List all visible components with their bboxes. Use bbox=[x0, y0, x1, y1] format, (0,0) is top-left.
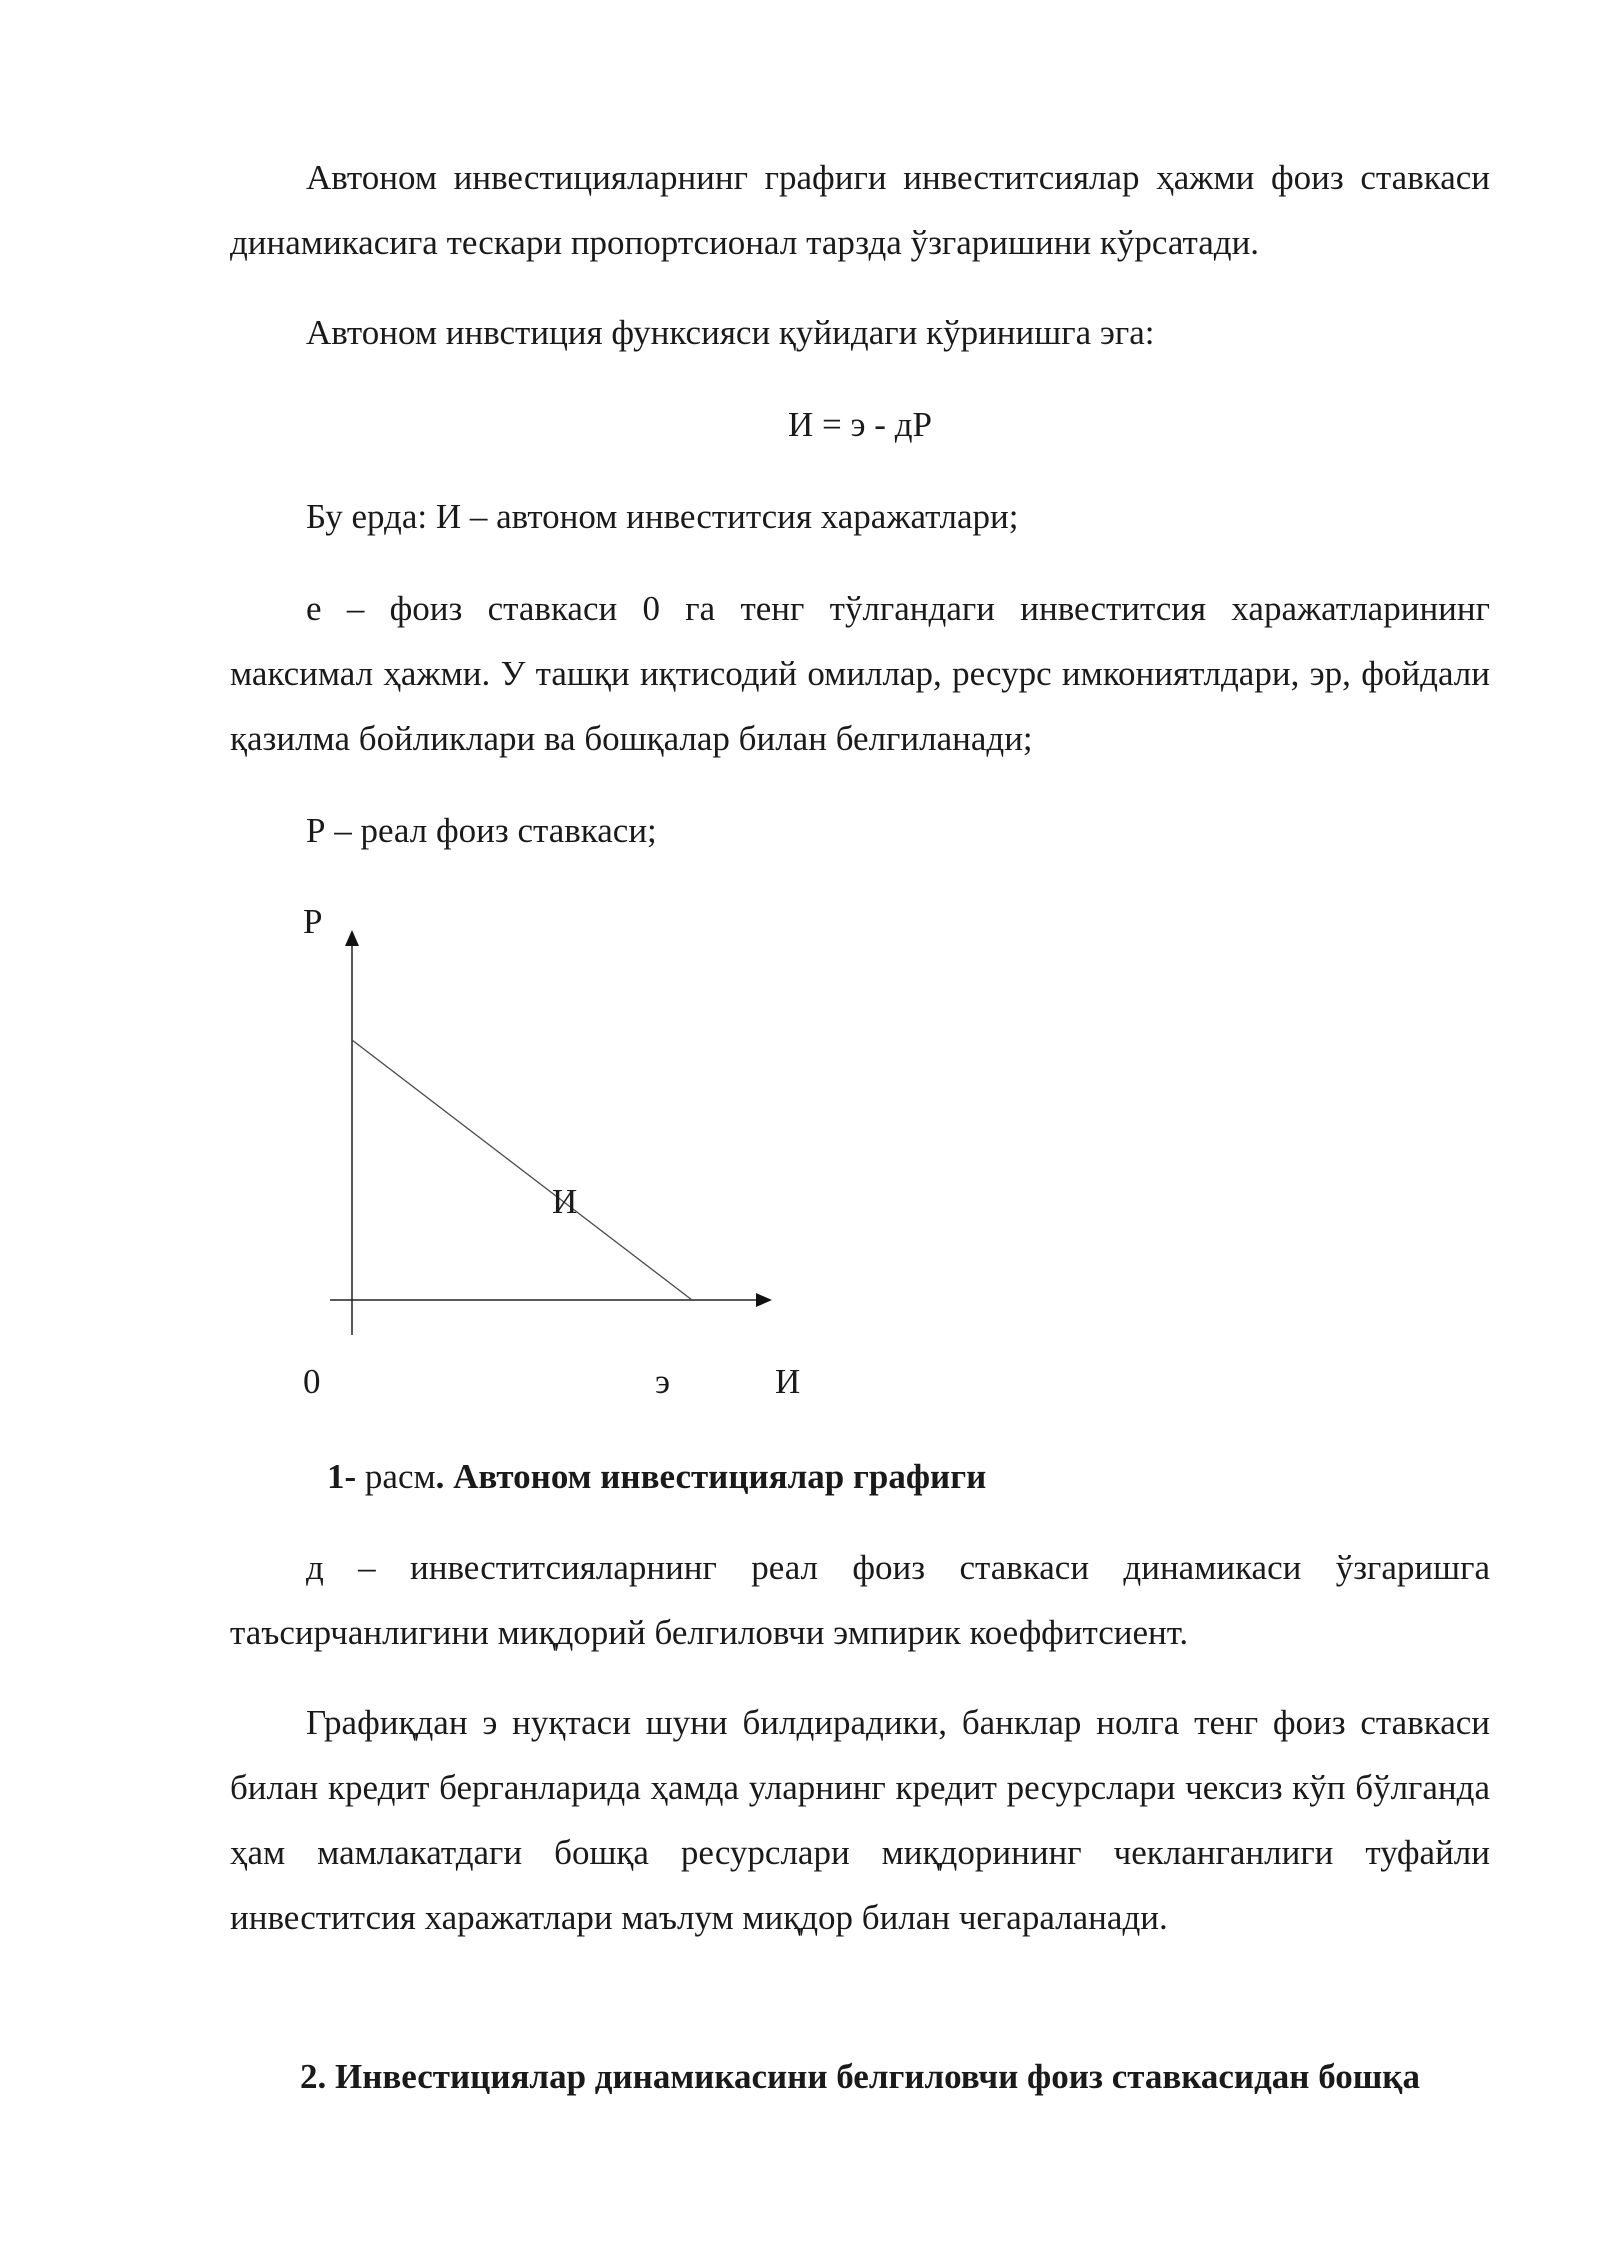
curve-label: И bbox=[552, 1182, 578, 1221]
paragraph-function-intro: Автоном инвстиция функсияси қуйидаги кўринишга эга: bbox=[306, 313, 1155, 352]
paragraph-graph-explanation: Графиқдан э нуқтаси шуни билдирадики, банклар нолга тенг фоиз ставкаси билан кредит берганларида ҳамда уларнинг кредит ресурслари чексиз кўп бўлганда ҳам мамлакатдаги бошқа ресурслари миқдорининг чекланганлиги туфайли инвеститсия харажатлари маълум миқдор билан чегараланади. bbox=[230, 1703, 1490, 1937]
paragraph-definition-d: д – инвеститсияларнинг реал фоиз ставкаси динамикаси ўзгаришга таъсирчанлигини миқдорий белгиловчи эмпирик коеффитсиент. bbox=[230, 1548, 1490, 1652]
y-axis-arrow bbox=[345, 930, 359, 946]
paragraph-definition-i: Бу ерда: И – автоном инвеститсия харажатлари; bbox=[306, 497, 1019, 536]
x-axis-label: И bbox=[775, 1362, 801, 1401]
caption-title: . Автоном инвестициялар графиги bbox=[435, 1457, 987, 1496]
x-axis-arrow bbox=[756, 1293, 772, 1307]
y-axis-label: Р bbox=[303, 902, 323, 941]
figure-caption bbox=[327, 1452, 986, 1502]
investment-line bbox=[352, 1040, 692, 1300]
section-heading: 2. Инвестициялар динамикасини белгиловчи фоиз ставкасидан бошқа bbox=[300, 2057, 1420, 2096]
autonomous-investment-chart bbox=[320, 930, 780, 1350]
caption-word: расм bbox=[356, 1457, 436, 1496]
paragraph-definition-e: е – фоиз ставкаси 0 га тенг тўлгандаги инвеститсия харажатларининг максимал ҳажми. У ташқи иқтисодий омиллар, ресурс имкониятлдари, эр, фойдали қазилма бойликлари ва бошқалар билан белгиланади; bbox=[230, 589, 1490, 758]
x-intercept-label: э bbox=[655, 1362, 671, 1401]
formula: И = э - дР bbox=[788, 405, 932, 444]
paragraph-investment-graph: Автоном инвестицияларнинг графиги инвеститсиялар ҳажми фоиз ставкаси динамикасига тескари пропортсионал тарзда ўзгаришини кўрсатади. bbox=[230, 158, 1490, 262]
caption-number: 1- bbox=[327, 1457, 357, 1496]
paragraph-definition-r: Р – реал фоиз ставкаси; bbox=[306, 811, 657, 850]
origin-label: 0 bbox=[303, 1362, 321, 1401]
